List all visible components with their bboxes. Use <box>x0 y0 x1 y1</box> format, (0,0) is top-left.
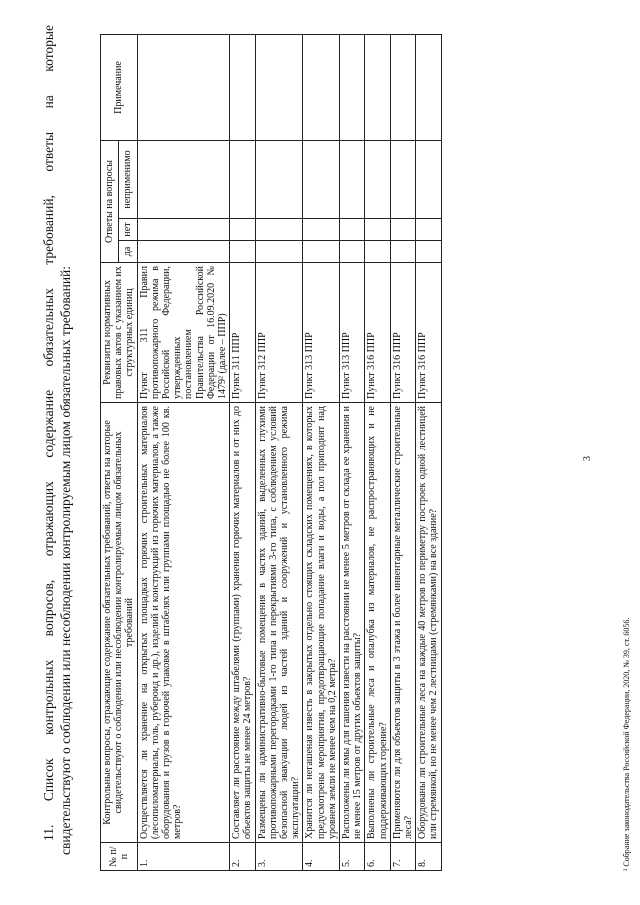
row-question: Составляет ли расстояние между штабелями (группами) хранения горючих материалов и от них до объектов защиты не менее 24 метров? <box>230 403 255 843</box>
footnote: ² Собрание законодательства Российской Федерации, 2020, № 39, ст. 6056. <box>622 617 631 871</box>
header-not-applicable: неприменимо <box>119 140 137 218</box>
heading-line-2: свидетельствуют о соблюдении или несоблюдении контролируемым лицом обязательных требований: <box>58 265 73 855</box>
row-requisites: Пункт 316 ППР <box>365 263 390 403</box>
row-number: 1. <box>137 843 230 871</box>
answer-not-applicable-cell[interactable] <box>365 140 390 218</box>
header-no: нет <box>119 219 137 241</box>
note-cell[interactable] <box>340 34 365 140</box>
answer-no-cell[interactable] <box>230 219 255 241</box>
row-requisites: Пункт 316 ППР <box>416 263 441 403</box>
header-note: Примечание <box>101 34 138 140</box>
note-cell[interactable] <box>137 34 230 140</box>
header-yes: да <box>119 241 137 263</box>
row-number: 5. <box>340 843 365 871</box>
row-number: 7. <box>390 843 415 871</box>
answer-not-applicable-cell[interactable] <box>303 140 340 218</box>
answer-yes-cell[interactable] <box>416 241 441 263</box>
row-number: 8. <box>416 843 441 871</box>
answer-no-cell[interactable] <box>340 219 365 241</box>
answer-yes-cell[interactable] <box>255 241 303 263</box>
note-cell[interactable] <box>365 34 390 140</box>
note-cell[interactable] <box>303 34 340 140</box>
table-row <box>340 34 365 870</box>
header-requisites: Реквизиты нормативных правовых актов с указанием их структурных единиц <box>101 263 138 403</box>
answer-not-applicable-cell[interactable] <box>255 140 303 218</box>
table-row <box>303 34 340 870</box>
row-number: 2. <box>230 843 255 871</box>
page-number: 3 <box>582 456 593 461</box>
row-question: Расположены ли ямы для гашения извести на расстоянии не менее 5 метров от склада ее хранения и не менее 15 метров от других объектов защиты? <box>340 403 365 843</box>
row-number: 6. <box>365 843 390 871</box>
heading-line-1: 11. Список контрольных вопросов, отражающих содержание обязательных требований, ответы на которые <box>41 25 56 841</box>
section-heading <box>40 25 74 855</box>
note-cell[interactable] <box>416 34 441 140</box>
row-number: 3. <box>255 843 303 871</box>
checklist-table <box>100 34 442 871</box>
answer-yes-cell[interactable] <box>340 241 365 263</box>
note-cell[interactable] <box>255 34 303 140</box>
answer-no-cell[interactable] <box>416 219 441 241</box>
answer-not-applicable-cell[interactable] <box>340 140 365 218</box>
row-requisites: Пункт 316 ППР <box>390 263 415 403</box>
answer-yes-cell[interactable] <box>390 241 415 263</box>
answer-not-applicable-cell[interactable] <box>230 140 255 218</box>
header-number: № п/п <box>101 843 138 871</box>
row-requisites: Пункт 311 ППР <box>230 263 255 403</box>
row-question: Размещены ли административно-бытовые помещения в частях зданий, выделенных глухими противопожарными перегородками 1-го типа и перекрытиями 3-го типа, с соблюдением условий безопасной эвакуации людей из частей зданий и сооружений и установленного режима эксплуатации? <box>255 403 303 843</box>
row-question: Осуществляется ли хранение на открытых площадках горючих строительных материалов (лесопиломатериалы, толь, рубероид и др.), изделий и конструкций из горючих материалов, а также оборудования и грузов в горючей упаковке в штабелях или группами площадью не более 100 кв. метров? <box>137 403 230 843</box>
header-question: Контрольные вопросы, отражающие содержание обязательных требований, ответы на которые свидетельствуют о соблюдении или несоблюдении контролируемым лицом обязательных требований <box>101 403 138 843</box>
note-cell[interactable] <box>390 34 415 140</box>
row-requisites: Пункт 311 Правил противопожарного режима в Российской Федерации, утвержденных постановлением Правительства Российской Федерации от 16.09.2020 № 1479² (далее – ППР) <box>137 263 230 403</box>
table-row <box>416 34 441 870</box>
row-question: Выполнены ли строительные леса и опалубка из материалов, не распространяющих и не поддерживающих горение? <box>365 403 390 843</box>
answer-no-cell[interactable] <box>255 219 303 241</box>
row-requisites: Пункт 312 ППР <box>255 263 303 403</box>
answer-no-cell[interactable] <box>303 219 340 241</box>
table-row <box>390 34 415 870</box>
row-requisites: Пункт 313 ППР <box>340 263 365 403</box>
answer-not-applicable-cell[interactable] <box>137 140 230 218</box>
table-row <box>365 34 390 870</box>
row-requisites: Пункт 313 ППР <box>303 263 340 403</box>
answer-yes-cell[interactable] <box>365 241 390 263</box>
note-cell[interactable] <box>230 34 255 140</box>
table-row <box>230 34 255 870</box>
row-number: 4. <box>303 843 340 871</box>
answer-no-cell[interactable] <box>137 219 230 241</box>
answer-yes-cell[interactable] <box>230 241 255 263</box>
answer-not-applicable-cell[interactable] <box>416 140 441 218</box>
header-answers: Ответы на вопросы <box>101 140 119 262</box>
answer-not-applicable-cell[interactable] <box>390 140 415 218</box>
answer-no-cell[interactable] <box>390 219 415 241</box>
row-question: Оборудованы ли строительные леса на каждые 40 метров по периметру построек одной лестницей или стремянкой, но не менее чем 2 лестницами (стремянками) на все здание? <box>416 403 441 843</box>
table-row <box>137 34 230 870</box>
answer-yes-cell[interactable] <box>303 241 340 263</box>
answer-no-cell[interactable] <box>365 219 390 241</box>
row-question: Хранится ли негашеная известь в закрытых отдельно стоящих складских помещениях, в которых предусмотрены мероприятия, предотвращающие попадание влаги и воды, а пол приподнят над уровнем земли не менее чем на 0,2 метра? <box>303 403 340 843</box>
row-question: Применяются ли для объектов защиты в 3 этажа и более инвентарные металлические строительные леса? <box>390 403 415 843</box>
answer-yes-cell[interactable] <box>137 241 230 263</box>
table-row <box>255 34 303 870</box>
